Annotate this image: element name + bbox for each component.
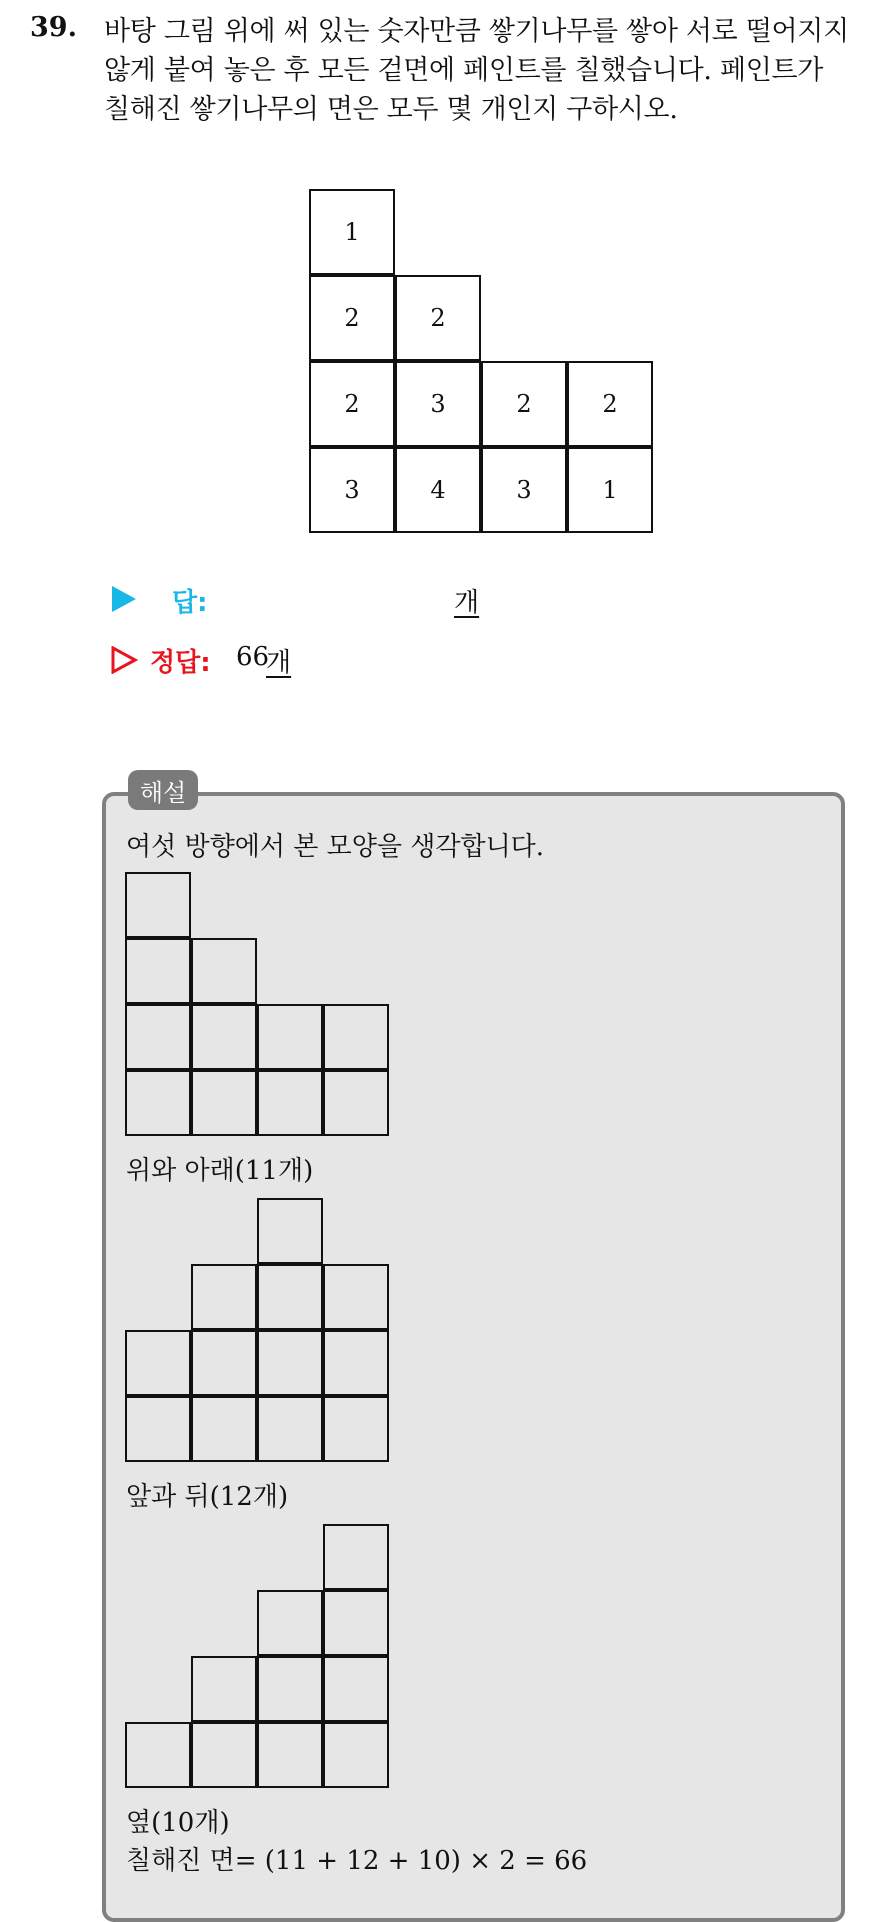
grid-cell: 2 (309, 275, 395, 361)
view-cell (125, 1722, 191, 1788)
play-arrow-icon (112, 586, 136, 612)
grid-cell: 3 (481, 447, 567, 533)
view-cell (125, 1070, 191, 1136)
grid-cell: 3 (309, 447, 395, 533)
top-view-figure (125, 872, 391, 1138)
view-cell (323, 1004, 389, 1070)
answer-row (112, 582, 512, 618)
top-view-caption: 위와 아래(11개) (126, 1156, 314, 1186)
view-cell (257, 1198, 323, 1264)
grid-cell: 1 (567, 447, 653, 533)
side-view-caption: 옆(10개) (126, 1808, 230, 1838)
view-cell (323, 1656, 389, 1722)
view-cell (125, 872, 191, 938)
view-cell (323, 1396, 389, 1462)
front-view-figure (125, 1198, 391, 1464)
view-cell (257, 1656, 323, 1722)
question-line-2: 않게 붙여 놓은 후 모든 겉면에 페인트를 칠했습니다. 페인트가 (104, 55, 824, 86)
view-cell (257, 1396, 323, 1462)
explanation-intro: 여섯 방향에서 본 모양을 생각합니다. (126, 832, 545, 862)
correct-answer-value: 66 (236, 642, 270, 672)
view-cell (257, 1330, 323, 1396)
view-cell (257, 1004, 323, 1070)
grid-cell: 2 (481, 361, 567, 447)
base-plan-grid (309, 189, 659, 537)
explanation-tag: 해설 (128, 770, 198, 810)
view-cell (191, 1004, 257, 1070)
grid-cell: 1 (309, 189, 395, 275)
answer-unit: 개 (454, 588, 480, 618)
view-cell (191, 1722, 257, 1788)
question-line-1: 바탕 그림 위에 써 있는 숫자만큼 쌓기나무를 쌓아 서로 떨어지지 (104, 16, 849, 47)
view-cell (125, 1330, 191, 1396)
view-cell (257, 1590, 323, 1656)
view-cell (257, 1722, 323, 1788)
view-cell (191, 1070, 257, 1136)
grid-cell: 3 (395, 361, 481, 447)
question-line-3: 칠해진 쌓기나무의 면은 모두 몇 개인지 구하시오. (104, 94, 678, 125)
view-cell (191, 1396, 257, 1462)
answer-label: 답: (172, 588, 208, 618)
side-view-figure (125, 1524, 391, 1790)
grid-cell: 2 (395, 275, 481, 361)
view-cell (323, 1722, 389, 1788)
grid-cell: 4 (395, 447, 481, 533)
front-view-caption: 앞과 뒤(12개) (126, 1482, 289, 1512)
view-cell (323, 1524, 389, 1590)
question-text (104, 12, 864, 129)
view-cell (191, 1656, 257, 1722)
view-cell (191, 1264, 257, 1330)
view-cell (257, 1264, 323, 1330)
view-cell (257, 1070, 323, 1136)
view-cell (323, 1590, 389, 1656)
view-cell (191, 938, 257, 1004)
formula-text: 칠해진 면= (11 + 12 + 10) × 2 = 66 (126, 1846, 588, 1876)
view-cell (125, 1396, 191, 1462)
correct-answer-label: 정답: (150, 648, 211, 678)
view-cell (323, 1330, 389, 1396)
view-cell (125, 1004, 191, 1070)
grid-cell: 2 (567, 361, 653, 447)
view-cell (125, 938, 191, 1004)
correct-answer-unit: 개 (266, 648, 292, 678)
view-cell (323, 1264, 389, 1330)
view-cell (323, 1070, 389, 1136)
outline-arrow-icon (110, 646, 138, 674)
grid-cell: 2 (309, 361, 395, 447)
correct-answer-row (110, 642, 510, 678)
view-cell (191, 1330, 257, 1396)
question-number: 39. (30, 12, 77, 43)
